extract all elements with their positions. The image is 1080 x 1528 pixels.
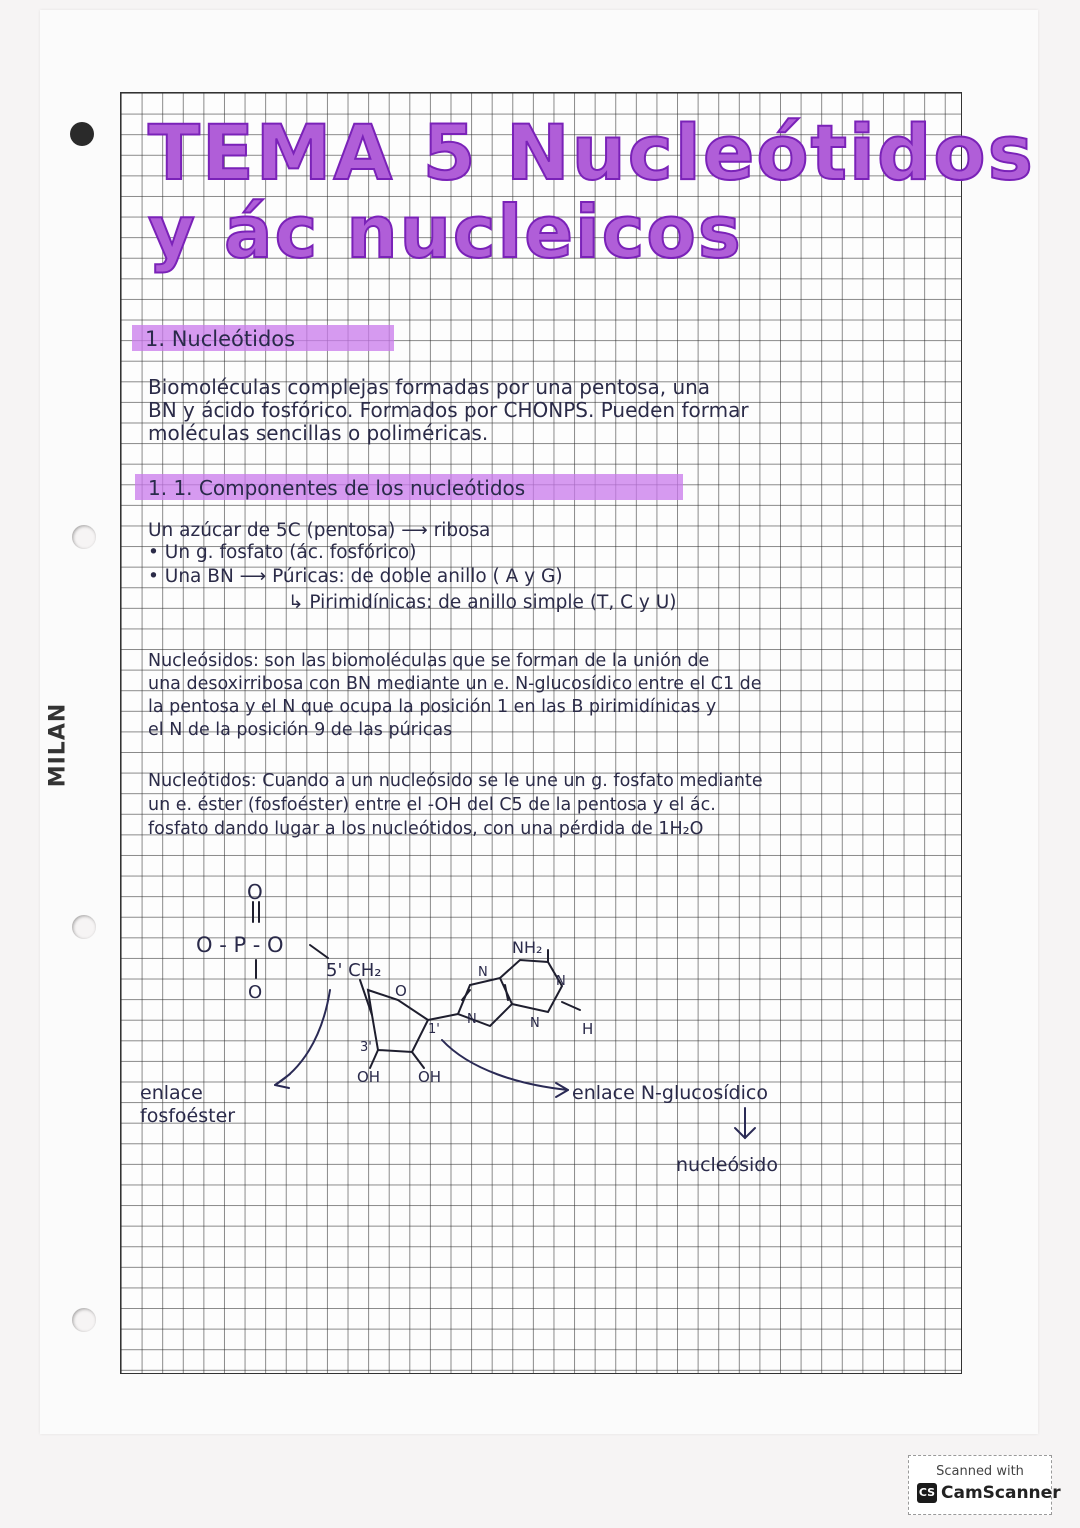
paragraph-line: Biomoléculas complejas formadas por una pentosa, una <box>148 375 711 399</box>
camscanner-name <box>917 1483 1061 1503</box>
camscanner-label: CamScanner <box>941 1483 1061 1503</box>
phosphate-group: O - P - O <box>196 933 284 957</box>
phosphate-oxygen-top: O <box>247 880 263 904</box>
paragraph-line: la pentosa y el N que ocupa la posición 1 en las B pirimidínicas y <box>148 697 717 717</box>
paragraph-line: una desoxirribosa con BN mediante un e. N-glucosídico entre el C1 de <box>148 674 762 694</box>
page-title-line2: y ác nucleicos <box>148 190 743 274</box>
hydroxyl-label: OH <box>357 1068 381 1086</box>
carbon-3-label: 3' <box>360 1040 372 1055</box>
ring-oxygen-label: O <box>395 982 407 1000</box>
nitrogen-label: N <box>478 965 488 980</box>
section-heading: 1. Nucleótidos <box>145 327 296 351</box>
amino-group-label: NH₂ <box>512 938 543 957</box>
binder-hole <box>70 122 94 146</box>
list-item: ↳ Pirimidínicas: de anillo simple (T, C y U) <box>288 592 677 613</box>
binder-hole <box>72 1308 96 1332</box>
paragraph-line: Nucleótidos: Cuando a un nucleósido se le une un g. fosfato mediante <box>148 771 763 791</box>
phosphoester-bond-label: fosfoéster <box>140 1105 236 1127</box>
carbon-1-label: 1' <box>428 1022 440 1037</box>
nitrogen-label: N <box>556 974 566 989</box>
paragraph-line: un e. éster (fosfoéster) entre el -OH del C5 de la pentosa y el ác. <box>148 795 716 815</box>
binder-hole <box>72 915 96 939</box>
list-item: • Una BN ⟶ Púricas: de doble anillo ( A y G) <box>148 566 563 587</box>
paragraph-line: el N de la posición 9 de las púricas <box>148 720 453 740</box>
section-heading: 1. 1. Componentes de los nucleótidos <box>148 476 526 500</box>
hydroxyl-label: OH <box>418 1068 442 1086</box>
hydrogen-label: H <box>582 1020 594 1038</box>
nucleoside-label: nucleósido <box>676 1154 778 1176</box>
camscanner-logo-icon: CS <box>917 1483 937 1503</box>
nitrogen-label: N <box>530 1016 540 1031</box>
phosphoester-bond-label: enlace <box>140 1082 203 1104</box>
paragraph-line: Nucleósidos: son las biomoléculas que se forman de la unión de <box>148 651 710 671</box>
page-title-line1: TEMA 5 Nucleótidos <box>148 108 1035 197</box>
list-item: • Un g. fosfato (ác. fosfórico) <box>148 542 417 563</box>
list-item: Un azúcar de 5C (pentosa) ⟶ ribosa <box>148 520 491 541</box>
phosphate-oxygen-bottom: O <box>248 982 263 1003</box>
paragraph-line: fosfato dando lugar a los nucleótidos, con una pérdida de 1H₂O <box>148 819 704 839</box>
paragraph-line: moléculas sencillas o poliméricas. <box>148 421 489 445</box>
scanned-with-text: Scanned with <box>936 1464 1024 1479</box>
binder-hole <box>72 525 96 549</box>
paragraph-line: BN y ácido fosfórico. Formados por CHONPS. Pueden formar <box>148 398 749 422</box>
nitrogen-label: N <box>467 1012 477 1027</box>
ch2-label: 5' CH₂ <box>326 960 382 981</box>
camscanner-watermark <box>908 1455 1061 1515</box>
brand-logo: MILAN <box>45 702 71 788</box>
glycosidic-bond-label: enlace N-glucosídico <box>572 1082 768 1104</box>
